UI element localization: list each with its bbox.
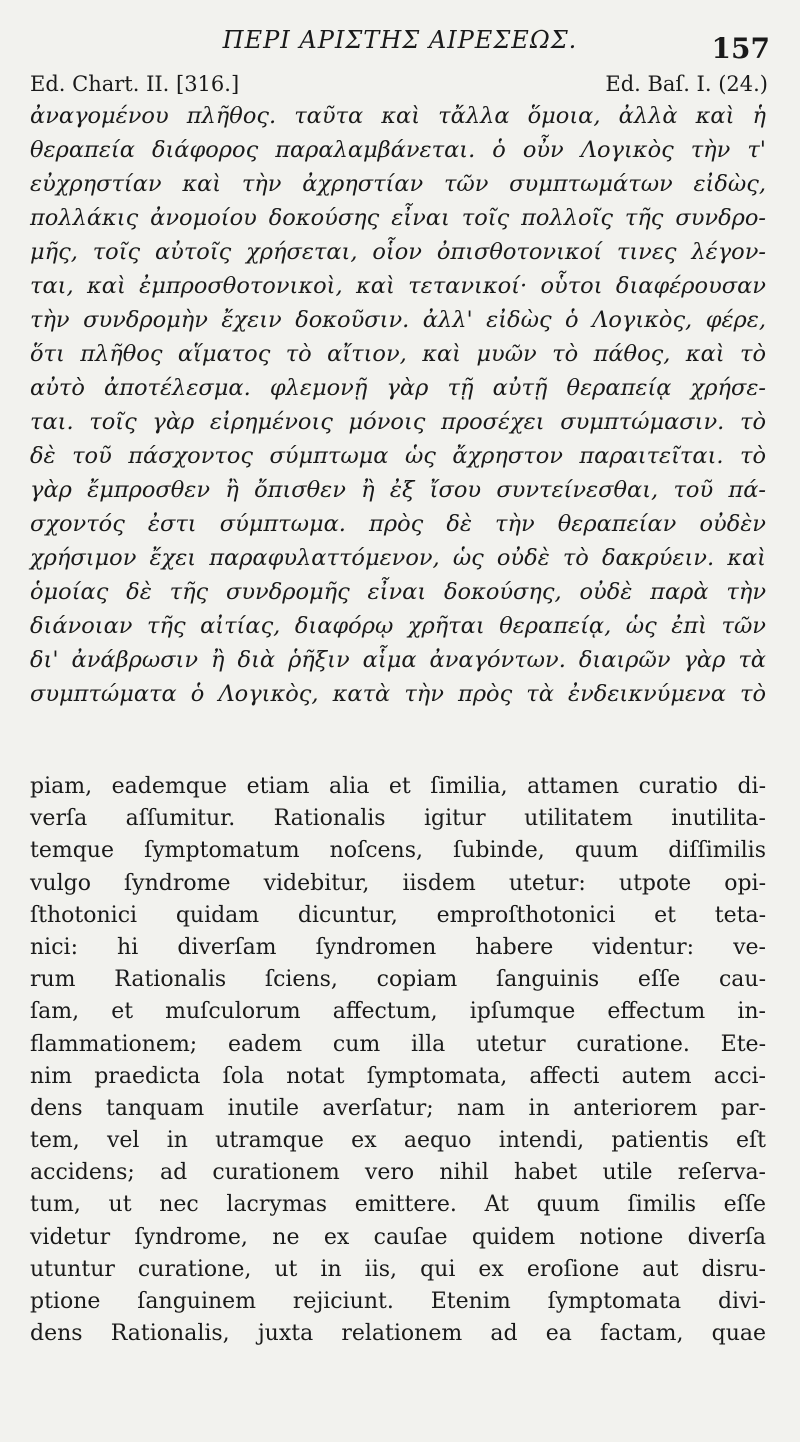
greek-line: δι' ἀνάβρωσιν ἢ διὰ ῥῆξιν αἷμα ἀναγόντων. διαιρῶν γὰρ τὰ [30, 647, 766, 673]
greek-line: μῆς, τοῖς αὐτοῖς χρήσεται, οἷον ὀπισθοτονικοί τινες λέγον- [30, 239, 766, 265]
latin-line: piam, eademque etiam alia et ſimilia, attamen curatio di- [30, 774, 766, 799]
latin-line: accidens; ad curationem vero nihil habet utile reſerva- [30, 1160, 766, 1186]
latin-line: nici: hi diverſam ſyndromen habere videntur: ve- [30, 934, 766, 960]
greek-line: εὐχρηστίαν καὶ τὴν ἀχρηστίαν τῶν συμπτωμάτων εἰδὼς, [30, 171, 766, 197]
latin-line: flammationem; eadem cum illa utetur curatione. Ete- [30, 1031, 766, 1057]
greek-line: ἀναγομένου πλῆθος. ταῦτα καὶ τἄλλα ὅμοια, ἀλλὰ καὶ ἡ [30, 103, 766, 129]
latin-line: videtur ſyndrome, ne ex cauſae quidem notione diverſa [30, 1224, 766, 1250]
latin-line: ſthotonici quidam dicuntur, emproſthotonici et teta- [30, 902, 766, 928]
greek-line: πολλάκις ἀνομοίου δοκούσης εἶναι τοῖς πολλοῖς τῆς συνδρο- [30, 205, 766, 231]
latin-line: nim praedicta ſola notat ſymptomata, affecti autem acci- [30, 1063, 766, 1089]
latin-line: ptione ſanguinem rejiciunt. Etenim ſymptomata divi- [30, 1289, 766, 1314]
latin-line: tum, ut nec lacrymas emittere. At quum ſimilis eſſe [30, 1192, 766, 1218]
latin-line: tem, vel in utramque ex aequo intendi, patientis eſt [30, 1128, 766, 1154]
latin-line: verſa aſſumitur. Rationalis igitur utilitatem inutilita- [30, 806, 766, 832]
greek-line: ὁμοίας δὲ τῆς συνδρομῆς εἶναι δοκούσης, οὐδὲ παρὰ τὴν [30, 579, 766, 605]
latin-line: utuntur curatione, ut in iis, qui ex eroſione aut disru- [30, 1256, 766, 1282]
edition-reference-chartier: Ed. Chart. II. [316.] [30, 72, 240, 96]
latin-line: temque ſymptomatum noſcens, ſubinde, quum diſſimilis [30, 838, 766, 864]
greek-line: γὰρ ἔμπροσθεν ἢ ὄπισθεν ἢ ἐξ ἴσου συντείνεσθαι, τοῦ πά- [30, 477, 766, 503]
latin-line: dens tanquam inutile averſatur; nam in anteriorem par- [30, 1095, 766, 1121]
running-head: ΠΕΡΙ ΑΡΙΣΤΗΣ ΑΙΡΕΣΕΩΣ. [222, 26, 578, 54]
greek-line: θεραπεία διάφορος παραλαμβάνεται. ὁ οὖν Λογικὸς τὴν τ' [30, 137, 766, 163]
greek-line: ται. τοῖς γὰρ εἰρημένοις μόνοις προσέχει συμπτώμασιν. τὸ [30, 409, 766, 435]
latin-line: dens Rationalis, juxta relationem ad ea factam, quae [30, 1321, 766, 1347]
latin-line: rum Rationalis ſciens, copiam ſanguinis eſſe cau- [30, 967, 766, 993]
greek-line: δὲ τοῦ πάσχοντος σύμπτωμα ὡς ἄχρηστον παραιτεῖται. τὸ [30, 443, 766, 469]
latin-line: vulgo ſyndrome videbitur, iisdem utetur: utpote opi- [30, 870, 766, 896]
greek-line: συμπτώματα ὁ Λογικὸς, κατὰ τὴν πρὸς τὰ ἐνδεικνύμενα τὸ [30, 681, 766, 707]
edition-reference-basel: Ed. Baſ. I. (24.) [605, 72, 768, 96]
greek-line: χρήσιμον ἔχει παραφυλαττόμενον, ὡς οὐδὲ τὸ δακρύειν. καὶ [30, 545, 766, 571]
greek-line: σχοντός ἐστι σύμπτωμα. πρὸς δὲ τὴν θεραπείαν οὐδὲν [30, 511, 766, 537]
greek-line: ὅτι πλῆθος αἵματος τὸ αἴτιον, καὶ μυῶν τὸ πάθος, καὶ τὸ [30, 341, 766, 367]
greek-line: ται, καὶ ἐμπροσθοτονικοὶ, καὶ τετανικοί· οὗτοι διαφέρουσαν [30, 273, 766, 299]
latin-text-block [30, 771, 766, 1350]
latin-line: ſam, et muſculorum affectum, ipſumque effectum in- [30, 999, 766, 1025]
greek-text-block [30, 99, 766, 711]
greek-line: τὴν συνδρομὴν ἔχειν δοκοῦσιν. ἀλλ' εἰδὼς ὁ Λογικὸς, φέρε, [30, 307, 766, 333]
page-number: 157 [711, 32, 770, 65]
greek-line: αὐτὸ ἀποτέλεσμα. φλεμονῇ γὰρ τῇ αὐτῇ θεραπείᾳ χρήσε- [30, 375, 766, 401]
greek-line: διάνοιαν τῆς αἰτίας, διαφόρῳ χρῆται θεραπείᾳ, ὡς ἐπὶ τῶν [30, 613, 766, 639]
